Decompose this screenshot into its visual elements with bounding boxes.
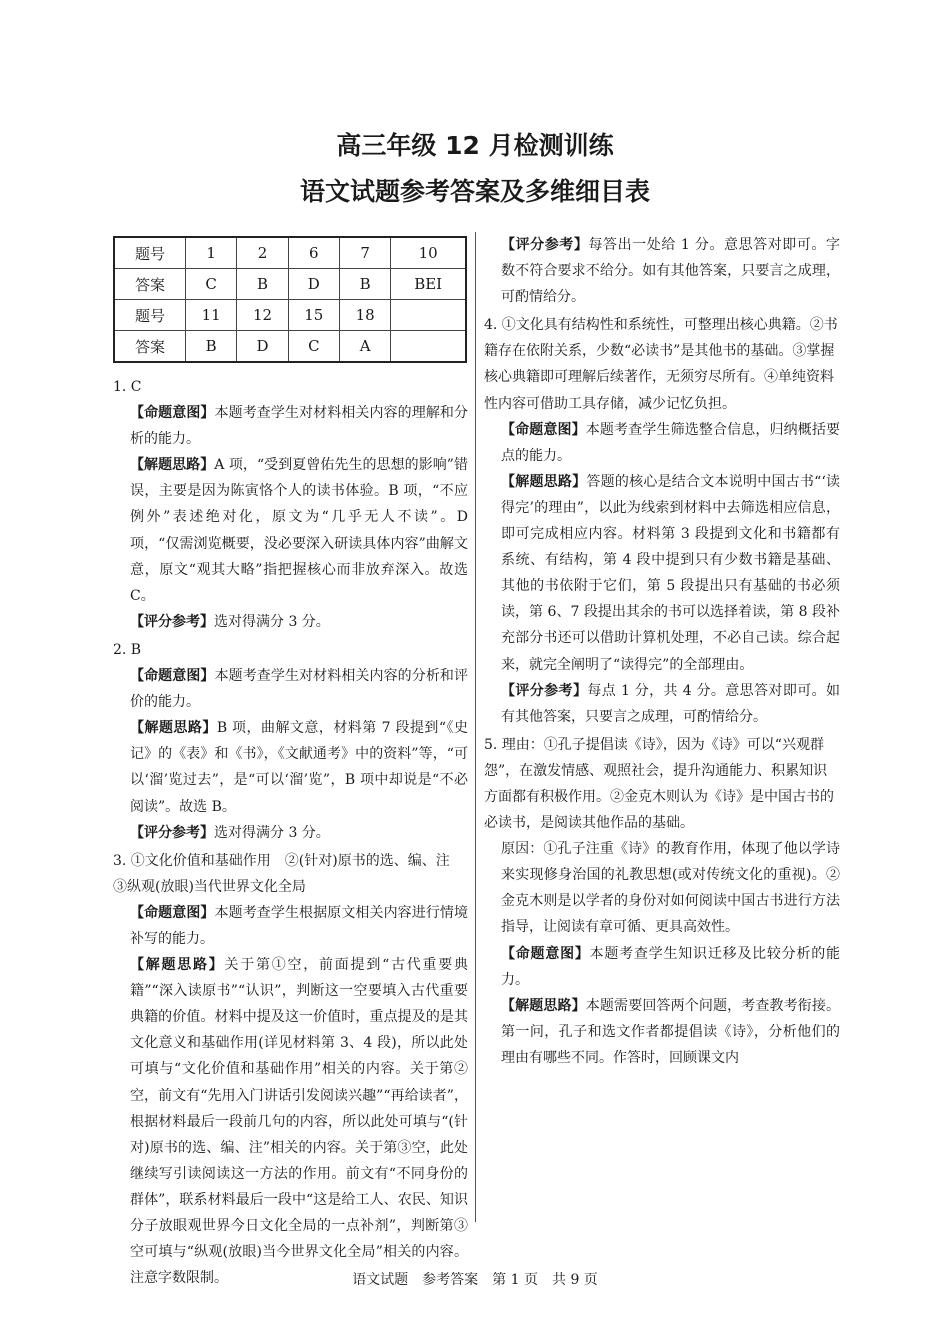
question-1-intent: 【命题意图】本题考查学生对材料相关内容的理解和分析的能力。 (130, 405, 469, 448)
question-4-intent: 【命题意图】本题考查学生筛选整合信息，归纳概括要点的能力。 (501, 421, 841, 464)
answer-table-cell: 15 (288, 300, 339, 331)
question-4-answer: 4. ①文化具有结构性和系统性，可整理出核心典籍。②书籍存在依附关系，少数“必读书”是其他书的基础。③掌握核心典籍即可理解后续著作，无须穷尽所有。④单纯资料性内容可借助工具存储，减少记忆负担。 (484, 317, 838, 412)
question-3-scoring: 【评分参考】每答出一处给 1 分。意思答对即可。字数不符合要求不给分。如有其他答案，只要言之成理，可酌情给分。 (501, 237, 841, 306)
answer-table-cell: B (339, 269, 390, 300)
answer-table-cell: 12 (237, 300, 288, 331)
intent-tag: 【命题意图】 (130, 405, 215, 422)
answer-table-row (114, 269, 466, 300)
answer-table-label: 题号 (114, 237, 186, 269)
question-5-approach: 【解题思路】本题需要回答两个问题，考查教考衔接。第一问，孔子和选文作者都提倡读《诗》，分析他们的理由有哪些不同。作答时，回顾课文内 (501, 997, 841, 1066)
answer-table-row (114, 331, 466, 363)
answer-table-label: 题号 (114, 300, 186, 331)
question-4-scoring: 【评分参考】每点 1 分，共 4 分。意思答对即可。如有其他答案，只要言之成理，可酌情给分。 (501, 682, 840, 725)
answer-table-cell: BEI (391, 269, 466, 300)
approach-tag: 【解题思路】 (130, 457, 215, 474)
answer-table-cell (391, 331, 466, 363)
question-4 (484, 312, 840, 730)
answer-table-cell: 11 (186, 300, 237, 331)
answer-table-cell: 7 (339, 237, 390, 269)
question-4-approach: 【解题思路】答题的核心是结合文本说明中国古书“‘读得完’的理由”，以此为线索到材料中去筛选相应信息，即可完成相应内容。材料第 3 段提到文化和书籍都有系统、有结构，第 4 段中提到只有少数书籍是基础、其他的书依附于它们，第 5 段提出只有基础的书必须读，第 6、7 段提出其余的书可以选择着读，第 8 段补充部分书还可以借助计算机处理，不必自己读。综合起来，就完全阐明了“读得完”的全部理由。 (501, 473, 840, 673)
answer-table-label: 答案 (114, 269, 186, 300)
question-1-scoring: 【评分参考】选对得满分 3 分。 (130, 613, 330, 630)
answer-table-row (114, 300, 466, 331)
page-footer: 语文试题 参考答案 第 1 页 共 9 页 (352, 1272, 598, 1288)
question-2 (113, 637, 468, 846)
answer-table-cell: 1 (186, 237, 237, 269)
question-1-answer: 1. C (113, 379, 142, 395)
answer-table-cell: C (288, 331, 339, 363)
question-5-reason: 原因：①孔子注重《诗》的教育作用，体现了他以学诗来实现修身治国的礼教思想(或对传统文化的重视)。②金克木则是以学者的身份对如何阅读中国古书进行方法指导，让阅读有章可循、更具高效性。 (501, 841, 840, 936)
question-2-scoring: 【评分参考】选对得满分 3 分。 (130, 824, 330, 841)
question-5-answer: 5. 理由：①孔子提倡读《诗》，因为《诗》可以“兴观群怨”，在激发情感、观照社会，提升沟通能力、积累知识方面都有积极作用。②金克木则认为《诗》是中国古书的必读书，是阅读其他作品的基础。 (484, 736, 834, 832)
question-3-answer: 3. ①文化价值和基础作用 ②(针对)原书的选、编、注 ③纵观(放眼)当代世界文化全局 (113, 852, 464, 895)
right-column (484, 232, 840, 1071)
answer-table-cell (391, 300, 466, 331)
question-1-approach: 【解题思路】A 项，“受到夏曾佑先生的思想的影响”错误，主要是因为陈寅恪个人的读书体验。B 项，“不应例外”表述绝对化，原文为“几乎无人不读”。D 项，“仅需浏览概要，没必要深入研读具体内容”曲解文意，原文“观其大略”指把握核心而非放弃深入。故选 C。 (130, 457, 468, 604)
answer-table-cell: 6 (288, 237, 339, 269)
answer-table-label: 答案 (114, 331, 186, 363)
column-divider (475, 232, 476, 1222)
page-title: 高三年级 12 月检测训练 (336, 131, 614, 160)
answer-table-cell: 18 (339, 300, 390, 331)
answer-table-cell: A (339, 331, 390, 363)
page-subtitle: 语文试题参考答案及多维细目表 (299, 177, 650, 206)
scoring-tag: 【评分参考】 (130, 613, 214, 630)
answer-table-cell: D (288, 269, 339, 300)
answer-table-cell: D (237, 331, 288, 363)
question-2-intent: 【命题意图】本题考查学生对材料相关内容的分析和评价的能力。 (130, 668, 469, 711)
answer-table-cell: 2 (237, 237, 288, 269)
question-5 (484, 732, 840, 1071)
question-1 (113, 374, 468, 635)
answer-table-cell: B (186, 331, 237, 363)
question-3-approach: 【解题思路】关于第①空，前面提到“古代重要典籍”“深入读原书”“认识”，判断这一空要填入古代重要典籍的价值。材料中提及这一价值时，重点提及的是其文化意义和基础作用(详见材料第 3、4 段)，所以此处可填与“文化价值和基础作用”相关的内容。关于第②空，前文有“先用入门讲话引发阅读兴趣”“再给读者”，根据材料最后一段前几句的内容，所以此处可填与“(针对)原书的选、编、注”相关的内容。关于第③空，此处继续写引读阅读这一方法的作用。前文有“不同身份的群体”，联系材料最后一段中“这是给工人、农民、知识分子放眼观世界今日文化全局的一点补剂”，判断第③空可填与“纵观(放眼)当今世界文化全局”相关的内容。注意字数限制。 (130, 957, 468, 1287)
left-column (113, 372, 469, 1287)
answer-table-cell: 10 (391, 237, 466, 269)
question-2-answer: 2. B (113, 641, 142, 658)
question-3 (113, 848, 469, 1287)
question-3-intent: 【命题意图】本题考查学生根据原文相关内容进行情境补写的能力。 (130, 904, 469, 947)
answer-table-cell: B (237, 269, 288, 300)
question-2-approach: 【解题思路】B 项，曲解文意，材料第 7 段提到“《史记》的《表》和《书》，《文献通考》中的资料”等，“可以‘溜’览过去”，是“可以‘溜’览”，B 项中却说是“不必阅读”。故选 B。 (130, 720, 469, 815)
answer-table (113, 236, 467, 363)
question-5-intent: 【命题意图】本题考查学生知识迁移及比较分析的能力。 (501, 945, 841, 988)
answer-table-row (114, 237, 466, 269)
answer-table-cell: C (186, 269, 237, 300)
